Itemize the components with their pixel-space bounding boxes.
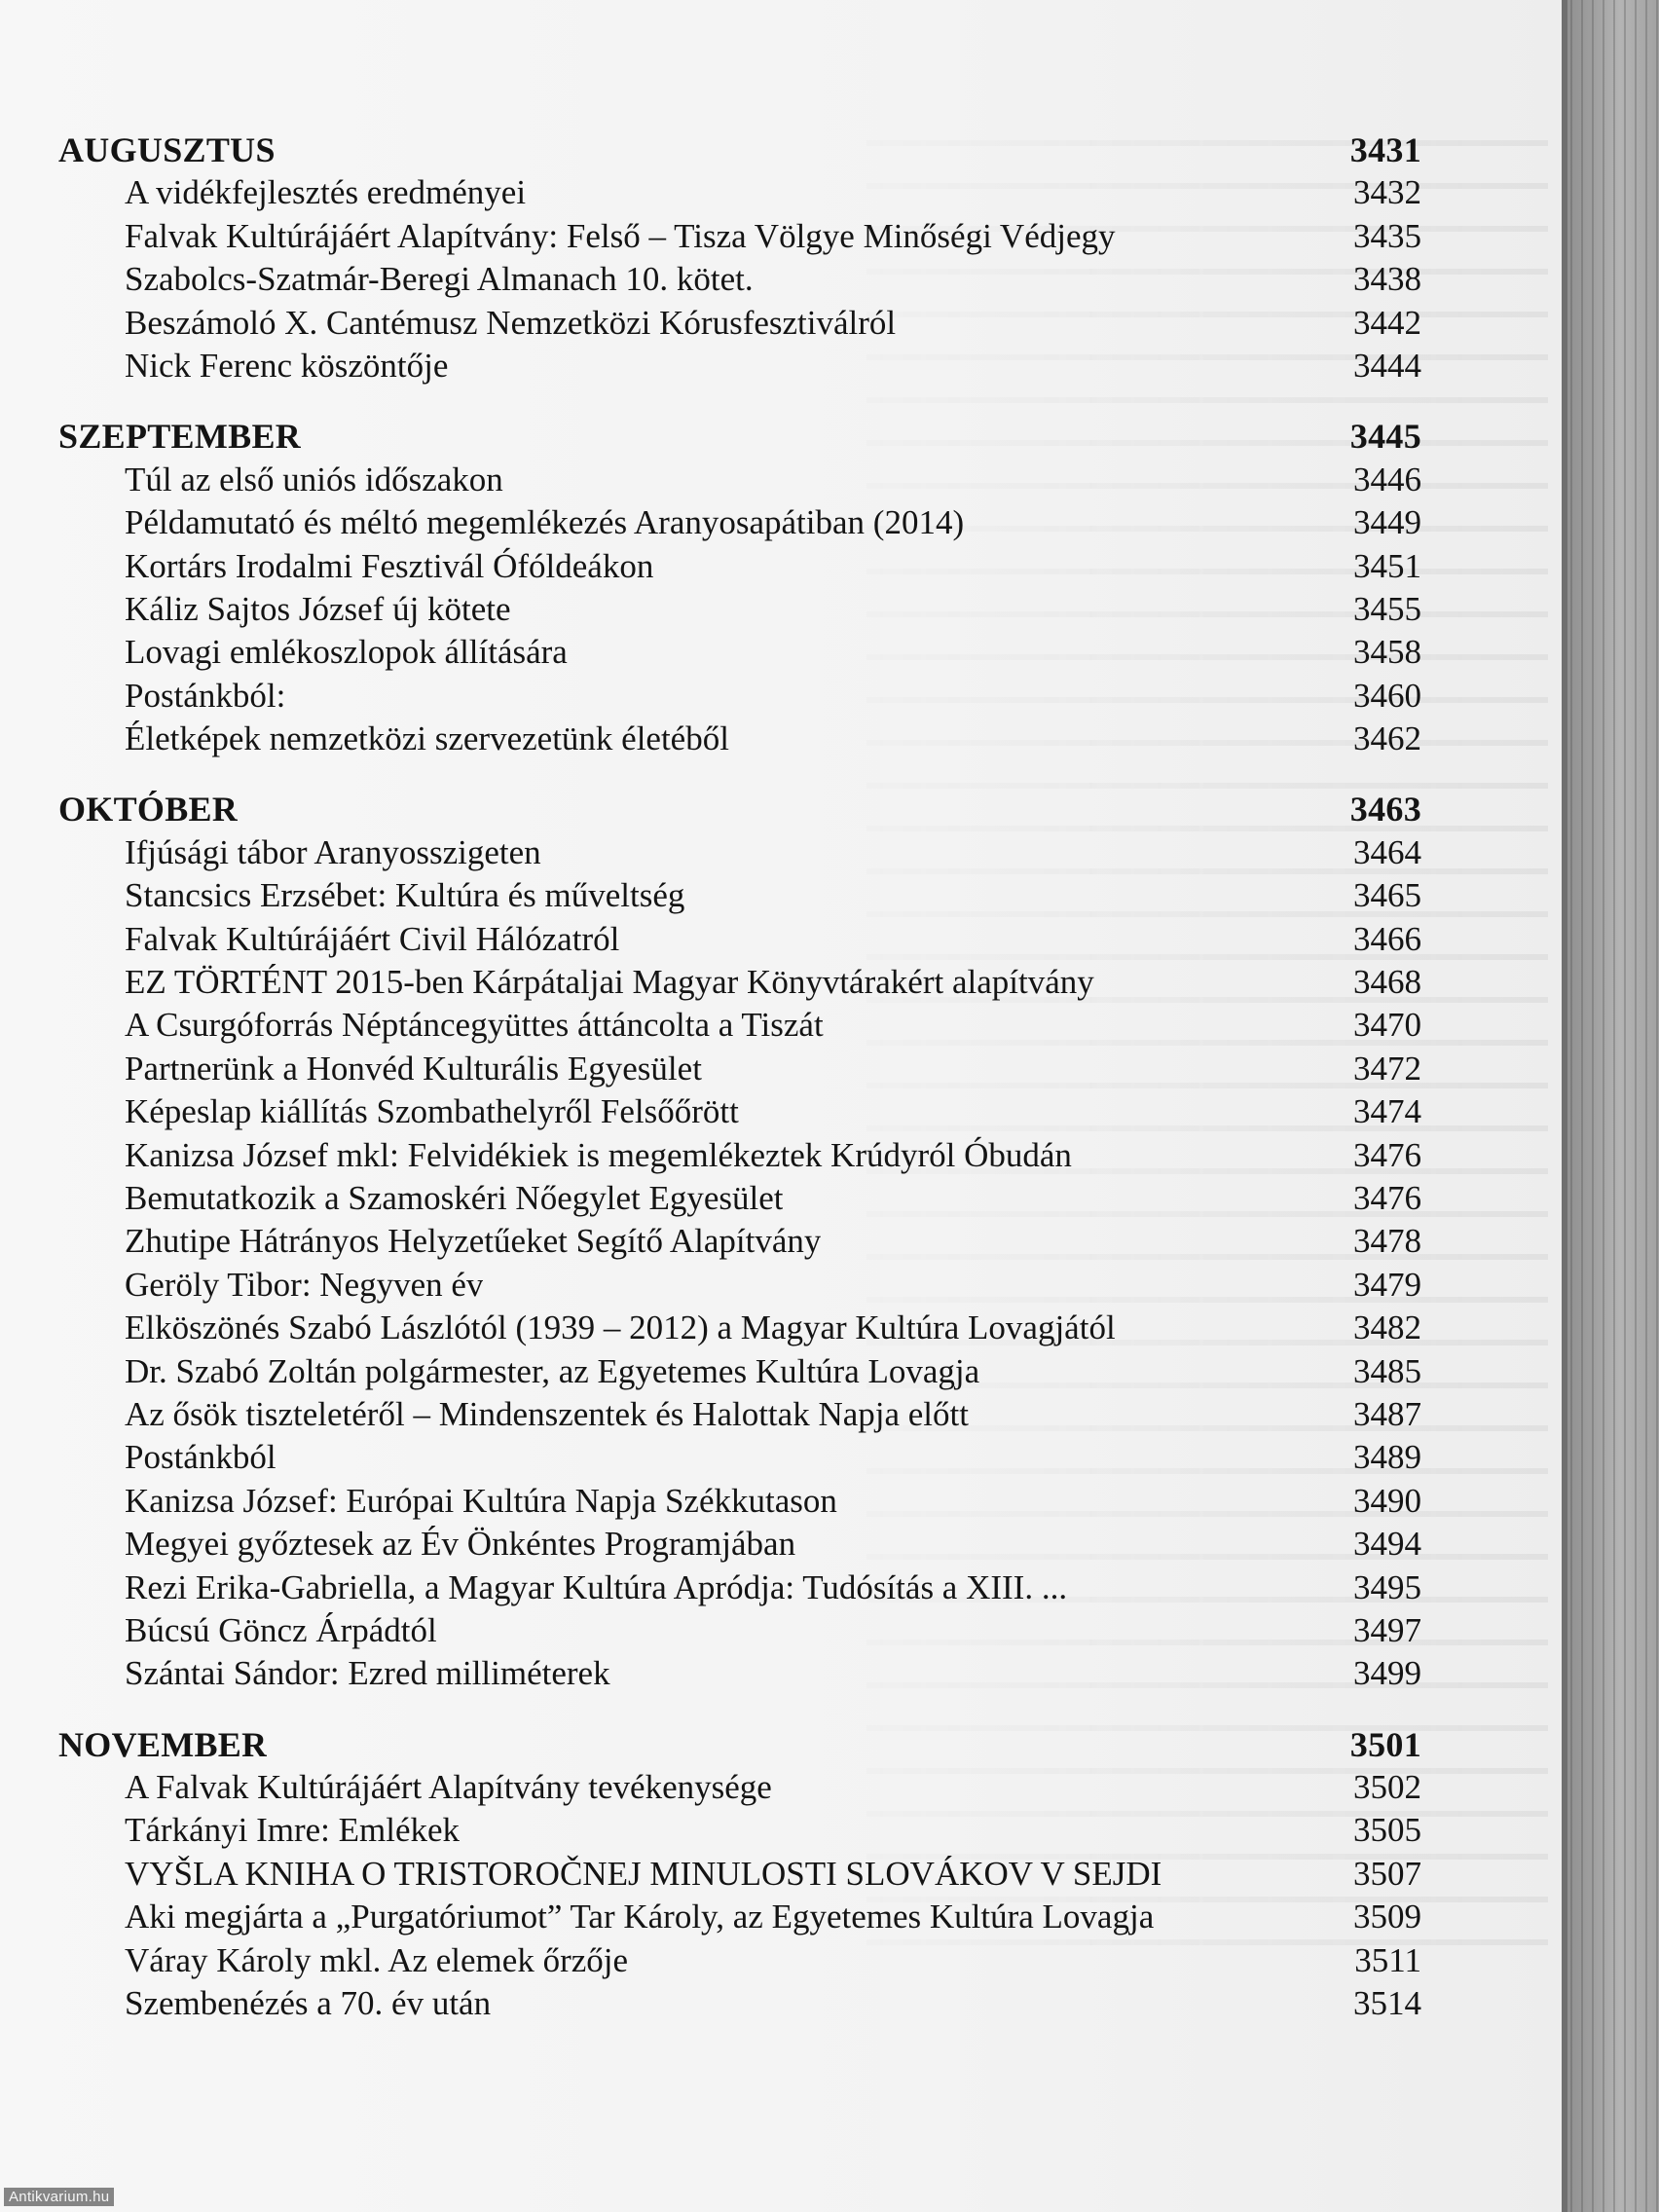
toc-entry bbox=[58, 631, 1421, 674]
section-szeptember bbox=[58, 415, 1421, 760]
toc-entry bbox=[58, 1134, 1421, 1177]
toc-entry bbox=[58, 1939, 1421, 1982]
toc-entry bbox=[58, 1090, 1421, 1133]
entry-page-number: 3435 bbox=[1353, 216, 1421, 255]
section-page-number: 3463 bbox=[1349, 790, 1421, 830]
section-heading bbox=[58, 129, 1421, 171]
entry-title: Szembenézés a 70. év után bbox=[125, 1984, 492, 2023]
toc-entry bbox=[58, 545, 1421, 588]
entry-title: Káliz Sajtos József új kötete bbox=[125, 589, 511, 628]
entry-page-number: 3460 bbox=[1353, 676, 1421, 715]
section-page-number: 3445 bbox=[1349, 417, 1421, 457]
entry-page-number: 3499 bbox=[1353, 1654, 1421, 1693]
section-title: SZEPTEMBER bbox=[58, 417, 302, 457]
entry-title: Kanizsa József: Európai Kultúra Napja Székkutason bbox=[125, 1481, 837, 1520]
entry-title: Beszámoló X. Cantémusz Nemzetközi Kórusfesztiválról bbox=[125, 303, 897, 342]
toc-entry bbox=[58, 1393, 1421, 1436]
entry-page-number: 3438 bbox=[1353, 260, 1421, 299]
toc-entry bbox=[58, 1652, 1421, 1695]
entry-title: Stancsics Erzsébet: Kultúra és műveltség bbox=[125, 876, 685, 915]
entry-page-number: 3446 bbox=[1353, 460, 1421, 498]
entry-title: Postánkból: bbox=[125, 676, 286, 715]
toc-entry bbox=[58, 459, 1421, 501]
toc-entry bbox=[58, 215, 1421, 258]
entry-page-number: 3444 bbox=[1353, 346, 1421, 385]
entry-page-number: 3485 bbox=[1353, 1351, 1421, 1390]
toc-entry bbox=[58, 1048, 1421, 1090]
entry-page-number: 3432 bbox=[1353, 173, 1421, 212]
entry-title: Túl az első uniós időszakon bbox=[125, 460, 503, 498]
toc-entry bbox=[58, 1853, 1421, 1896]
entry-title: Szántai Sándor: Ezred milliméterek bbox=[125, 1654, 610, 1693]
toc-entry bbox=[58, 1350, 1421, 1393]
toc-entry bbox=[58, 1004, 1421, 1047]
entry-title: VYŠLA KNIHA O TRISTOROČNEJ MINULOSTI SLOVÁKOV V SEJDI bbox=[125, 1854, 1162, 1893]
toc-entry bbox=[58, 588, 1421, 631]
toc-entry bbox=[58, 1609, 1421, 1652]
entry-page-number: 3505 bbox=[1353, 1811, 1421, 1850]
entry-page-number: 3511 bbox=[1354, 1940, 1421, 1979]
entry-page-number: 3468 bbox=[1353, 963, 1421, 1002]
entry-title: Lovagi emlékoszlopok állítására bbox=[125, 633, 568, 672]
toc-entry bbox=[58, 1264, 1421, 1307]
entry-title: Búcsú Göncz Árpádtól bbox=[125, 1610, 437, 1649]
toc-entry bbox=[58, 1220, 1421, 1263]
entry-title: A Csurgóforrás Néptáncegyüttes áttáncolta a Tiszát bbox=[125, 1006, 824, 1045]
entry-title: Rezi Erika-Gabriella, a Magyar Kultúra Apródja: Tudósítás a XIII. ... bbox=[125, 1567, 1068, 1606]
section-augusztus bbox=[58, 129, 1421, 387]
entry-title: Falvak Kultúrájáért Civil Hálózatról bbox=[125, 919, 620, 958]
toc-entry bbox=[58, 918, 1421, 961]
entry-page-number: 3502 bbox=[1353, 1768, 1421, 1807]
toc-entry bbox=[58, 1480, 1421, 1523]
section-heading bbox=[58, 1723, 1421, 1766]
entry-title: Elköszönés Szabó Lászlótól (1939 – 2012) a Magyar Kultúra Lovagjától bbox=[125, 1309, 1116, 1347]
section-title: AUGUSZTUS bbox=[58, 130, 276, 169]
entry-title: A Falvak Kultúrájáért Alapítvány tevékenysége bbox=[125, 1768, 772, 1807]
toc-entry bbox=[58, 1436, 1421, 1479]
entry-page-number: 3466 bbox=[1353, 919, 1421, 958]
entry-title: A vidékfejlesztés eredményei bbox=[125, 173, 527, 212]
toc-entry bbox=[58, 1567, 1421, 1609]
entry-page-number: 3487 bbox=[1353, 1394, 1421, 1433]
entry-page-number: 3455 bbox=[1353, 589, 1421, 628]
entry-page-number: 3482 bbox=[1353, 1309, 1421, 1347]
section-heading bbox=[58, 415, 1421, 458]
entry-page-number: 3451 bbox=[1353, 546, 1421, 585]
entry-page-number: 3472 bbox=[1353, 1049, 1421, 1088]
entry-title: Nick Ferenc köszöntője bbox=[125, 346, 449, 385]
toc-entry bbox=[58, 831, 1421, 874]
entry-page-number: 3458 bbox=[1353, 633, 1421, 672]
entry-page-number: 3465 bbox=[1353, 876, 1421, 915]
entry-title: Zhutipe Hátrányos Helyzetűeket Segítő Alapítvány bbox=[125, 1222, 822, 1261]
section-title: OKTÓBER bbox=[58, 790, 239, 830]
page-stack-edge bbox=[1562, 0, 1659, 2212]
entry-title: Postánkból bbox=[125, 1438, 276, 1477]
section-heading bbox=[58, 788, 1421, 830]
entry-page-number: 3497 bbox=[1353, 1610, 1421, 1649]
section-page-number: 3501 bbox=[1349, 1724, 1421, 1764]
section-oktober bbox=[58, 788, 1421, 1695]
toc-entry bbox=[58, 1896, 1421, 1938]
entry-title: Képeslap kiállítás Szombathelyről Felsőőrött bbox=[125, 1092, 739, 1131]
entry-title: Tárkányi Imre: Emlékek bbox=[125, 1811, 461, 1850]
entry-title: Ifjúsági tábor Aranyosszigeten bbox=[125, 832, 541, 871]
entry-title: Kortárs Irodalmi Fesztivál Ófóldeákon bbox=[125, 546, 654, 585]
entry-title: Partnerünk a Honvéd Kulturális Egyesület bbox=[125, 1049, 702, 1088]
entry-page-number: 3449 bbox=[1353, 503, 1421, 542]
section-title: NOVEMBER bbox=[58, 1724, 268, 1764]
entry-page-number: 3514 bbox=[1353, 1984, 1421, 2023]
entry-page-number: 3474 bbox=[1353, 1092, 1421, 1131]
entry-title: Geröly Tibor: Negyven év bbox=[125, 1265, 484, 1304]
toc-entry bbox=[58, 718, 1421, 760]
entry-title: Életképek nemzetközi szervezetünk életéből bbox=[125, 719, 729, 758]
entry-title: Megyei győztesek az Év Önkéntes Programjában bbox=[125, 1525, 796, 1564]
toc-entry bbox=[58, 171, 1421, 214]
entry-page-number: 3462 bbox=[1353, 719, 1421, 758]
entry-title: Falvak Kultúrájáért Alapítvány: Felső – Tisza Völgye Minőségi Védjegy bbox=[125, 216, 1116, 255]
toc-entry bbox=[58, 874, 1421, 917]
toc-entry bbox=[58, 1523, 1421, 1566]
entry-page-number: 3490 bbox=[1353, 1481, 1421, 1520]
toc-entry bbox=[58, 302, 1421, 345]
section-november bbox=[58, 1723, 1421, 2026]
entry-page-number: 3476 bbox=[1353, 1178, 1421, 1217]
entry-title: Aki megjárta a „Purgatóriumot” Tar Károly, az Egyetemes Kultúra Lovagja bbox=[125, 1898, 1155, 1936]
entry-page-number: 3509 bbox=[1353, 1898, 1421, 1936]
toc-entry bbox=[58, 1982, 1421, 2025]
entry-title: Példamutató és méltó megemlékezés Aranyosapátiban (2014) bbox=[125, 503, 965, 542]
entry-title: Dr. Szabó Zoltán polgármester, az Egyetemes Kultúra Lovagja bbox=[125, 1351, 980, 1390]
toc-entry bbox=[58, 961, 1421, 1004]
watermark-label: Antikvarium.hu bbox=[4, 2188, 114, 2206]
entry-page-number: 3495 bbox=[1353, 1567, 1421, 1606]
entry-page-number: 3479 bbox=[1353, 1265, 1421, 1304]
entry-page-number: 3489 bbox=[1353, 1438, 1421, 1477]
toc-entry bbox=[58, 1809, 1421, 1852]
table-of-contents bbox=[58, 129, 1421, 2025]
toc-entry bbox=[58, 501, 1421, 544]
toc-entry bbox=[58, 258, 1421, 301]
entry-page-number: 3442 bbox=[1353, 303, 1421, 342]
toc-entry bbox=[58, 1177, 1421, 1220]
entry-page-number: 3464 bbox=[1353, 832, 1421, 871]
entry-page-number: 3494 bbox=[1353, 1525, 1421, 1564]
entry-page-number: 3478 bbox=[1353, 1222, 1421, 1261]
toc-entry bbox=[58, 675, 1421, 718]
entry-title: Szabolcs-Szatmár-Beregi Almanach 10. kötet. bbox=[125, 260, 754, 299]
toc-entry bbox=[58, 1766, 1421, 1809]
toc-entry bbox=[58, 1307, 1421, 1349]
entry-title: EZ TÖRTÉNT 2015-ben Kárpátaljai Magyar Könyvtárakért alapítvány bbox=[125, 963, 1094, 1002]
section-page-number: 3431 bbox=[1349, 130, 1421, 169]
entry-title: Bemutatkozik a Szamoskéri Nőegylet Egyesület bbox=[125, 1178, 784, 1217]
toc-entry bbox=[58, 345, 1421, 387]
entry-page-number: 3470 bbox=[1353, 1006, 1421, 1045]
entry-page-number: 3507 bbox=[1353, 1854, 1421, 1893]
entry-title: Az ősök tiszteletéről – Mindenszentek és Halottak Napja előtt bbox=[125, 1394, 969, 1433]
entry-title: Váray Károly mkl. Az elemek őrzője bbox=[125, 1940, 629, 1979]
entry-page-number: 3476 bbox=[1353, 1135, 1421, 1174]
entry-title: Kanizsa József mkl: Felvidékiek is megemlékeztek Krúdyról Óbudán bbox=[125, 1135, 1072, 1174]
